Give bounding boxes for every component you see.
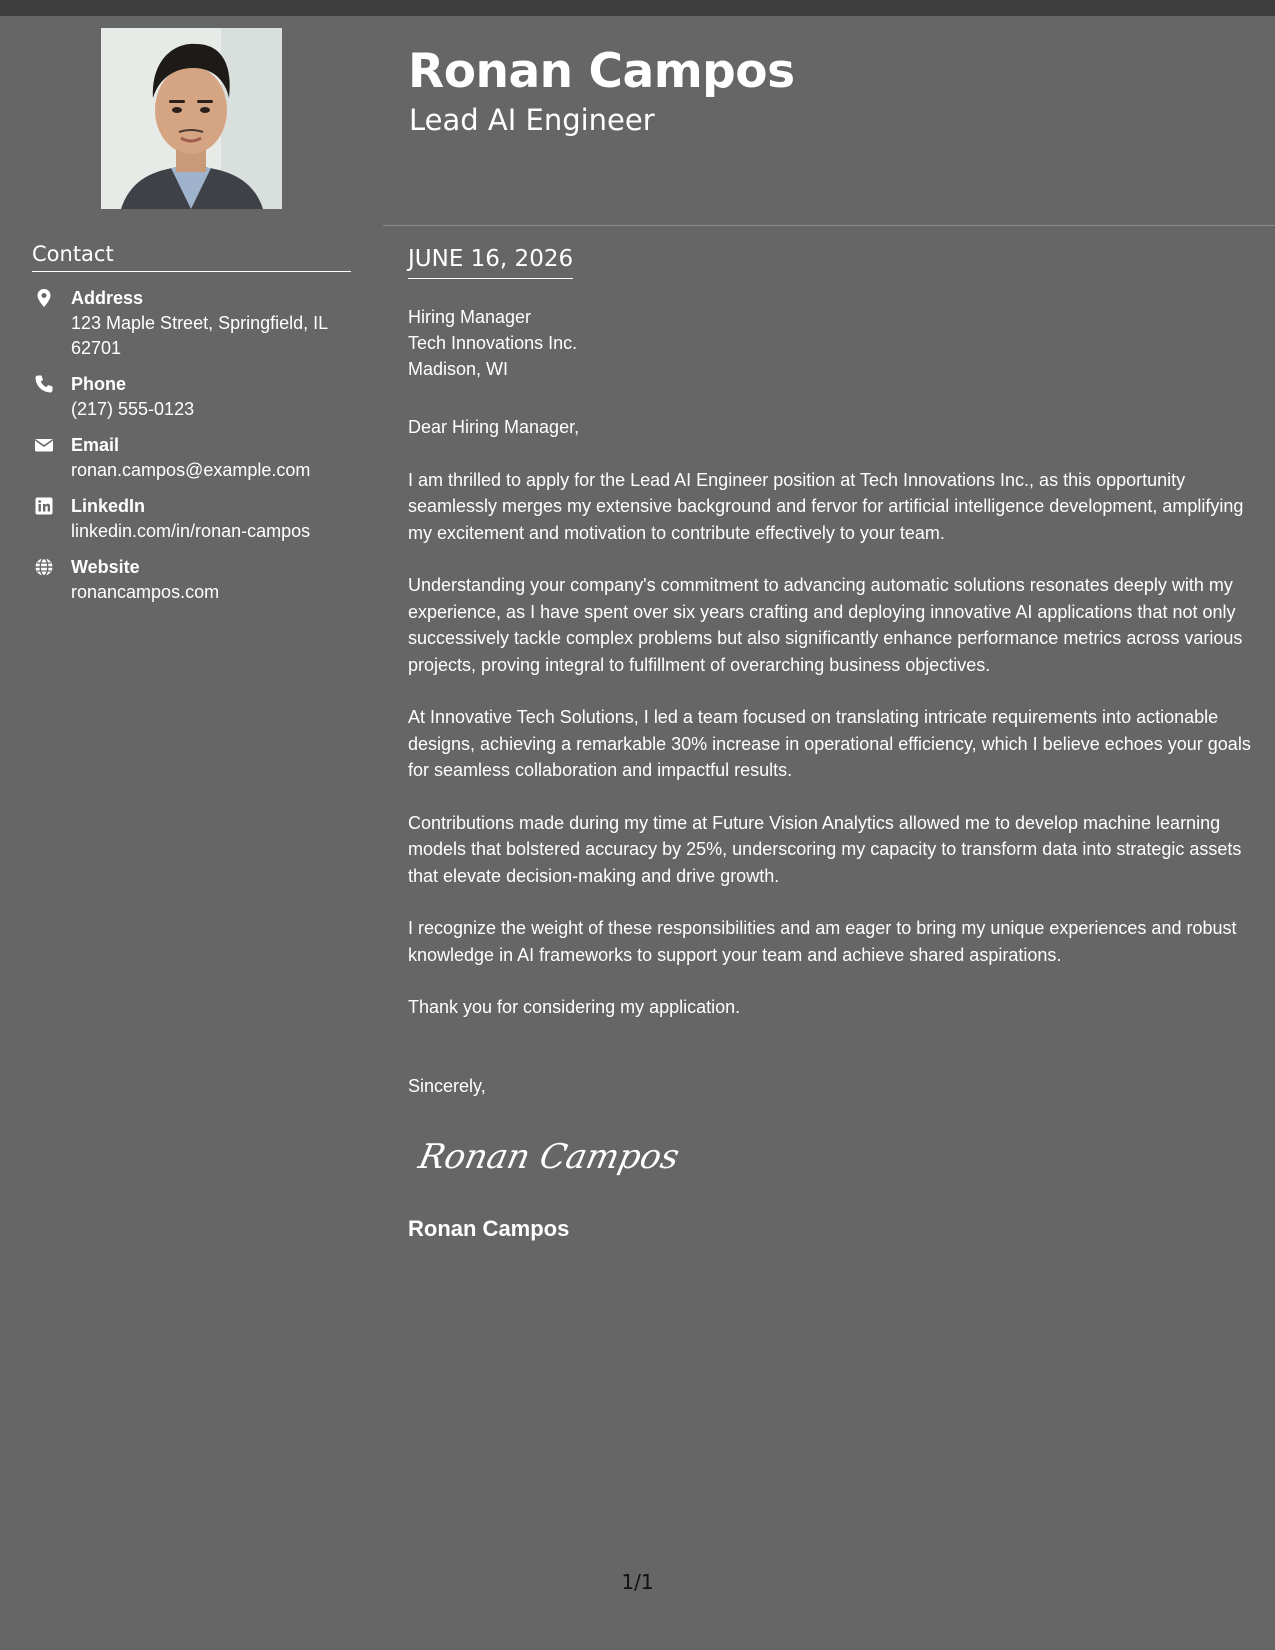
contact-list <box>32 286 352 616</box>
profile-photo <box>101 28 282 209</box>
contact-label-email: Email <box>71 435 120 455</box>
contact-label-linkedin: LinkedIn <box>71 496 146 516</box>
paragraph-3: At Innovative Tech Solutions, I led a team focused on translating intricate requirements into actionable designs, achieving a remarkable 30% increase in operational efficiency, which I believe echoes your goals for seamless collaboration and impactful results. <box>408 707 1251 780</box>
recipient-location: Madison, WI <box>408 359 509 379</box>
letter-body <box>408 414 1253 1047</box>
contact-value-website[interactable]: ronancampos.com <box>71 582 220 602</box>
recipient-name: Hiring Manager <box>408 307 532 327</box>
envelope-icon <box>34 435 54 455</box>
sidebar <box>0 16 383 1650</box>
paragraph-4: Contributions made during my time at Future Vision Analytics allowed me to develop machine learning models that bolstered accuracy by 25%, underscoring my capacity to transform data into strategic assets that elevate decision-making and drive growth. <box>408 812 1242 886</box>
recipient-block <box>408 304 577 382</box>
contact-item-website <box>32 555 352 605</box>
phone-icon <box>34 374 54 394</box>
svg-text:Ronan Campos: Ronan Campos <box>415 1137 683 1177</box>
letter-date: JUNE 16, 2026 <box>408 244 573 279</box>
contact-value-address: 123 Maple Street, Springfield, IL 62701 <box>71 313 328 358</box>
top-bar <box>0 0 1275 16</box>
closing: Sincerely, <box>408 1076 486 1096</box>
header-divider <box>383 225 1275 226</box>
contact-heading: Contact <box>32 240 351 272</box>
contact-value-linkedin[interactable]: linkedin.com/in/ronan-campos <box>71 521 311 541</box>
contact-label-phone: Phone <box>71 374 127 394</box>
signed-name: Ronan Campos <box>408 1216 570 1241</box>
paragraph-6: Thank you for considering my application. <box>408 997 741 1017</box>
page-number: 1/1 <box>621 1570 654 1594</box>
portrait-icon <box>101 28 282 209</box>
map-pin-icon <box>34 288 54 308</box>
cover-letter-page <box>0 16 1275 1650</box>
contact-label-website: Website <box>71 557 140 577</box>
paragraph-1: I am thrilled to apply for the Lead AI Engineer position at Tech Innovations Inc., as this opportunity seamlessly merges my extensive background and fervor for artificial intelligence development, amplifying my excitement and motivation to contribute effectively to your team. <box>408 469 1244 543</box>
contact-item-linkedin <box>32 494 352 544</box>
contact-value-phone: (217) 555-0123 <box>71 399 195 419</box>
applicant-name: Ronan Campos <box>408 44 795 99</box>
contact-value-email[interactable]: ronan.campos@example.com <box>71 460 311 480</box>
linkedin-icon <box>34 496 54 516</box>
contact-item-address <box>32 286 352 361</box>
signature-image <box>415 1126 683 1184</box>
globe-icon <box>34 557 54 577</box>
paragraph-2: Understanding your company's commitment to advancing automatic solutions resonates deeply with my experience, as I have spent over six years crafting and deploying innovative AI applications that not only successively tackle complex problems but also significantly enhance performance metrics across various projects, proving integral to fulfillment of overarching business objectives. <box>408 575 1243 675</box>
contact-item-phone <box>32 372 352 422</box>
salutation: Dear Hiring Manager, <box>408 417 580 437</box>
contact-item-email <box>32 433 352 483</box>
contact-label-address: Address <box>71 288 144 308</box>
paragraph-5: I recognize the weight of these responsibilities and am eager to bring my unique experiences and robust knowledge in AI frameworks to support your team and achieve shared aspirations. <box>408 918 1237 965</box>
applicant-title: Lead AI Engineer <box>409 103 655 137</box>
recipient-company: Tech Innovations Inc. <box>408 333 578 353</box>
